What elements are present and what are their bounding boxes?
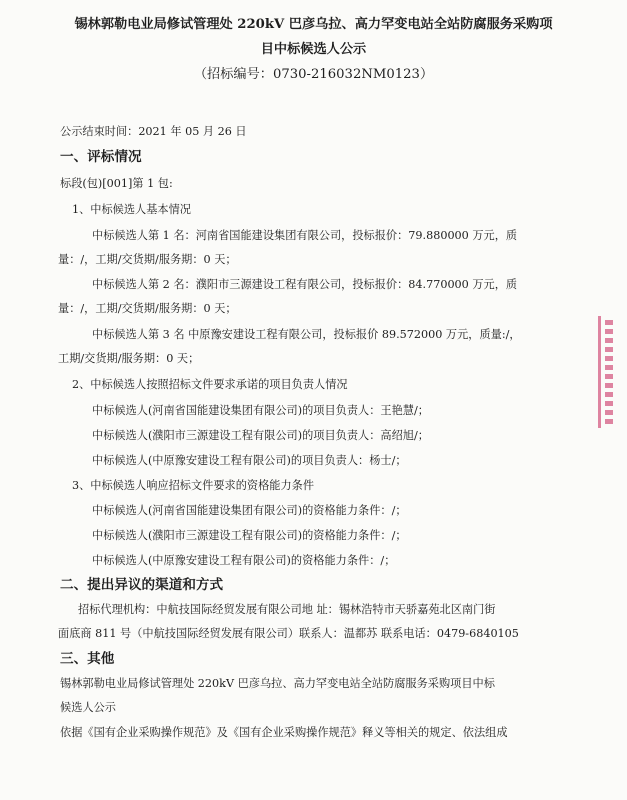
responsible-person-2: 中标候选人(濮阳市三源建设工程有限公司)的项目负责人：高绍旭/； <box>92 429 429 442</box>
candidate-1-line-a: 中标候选人第 1 名：河南省国能建设集团有限公司，投标报价：79.880000 万元，质 <box>92 229 518 242</box>
qualification-2: 中标候选人(濮阳市三源建设工程有限公司)的资格能力条件：/； <box>92 529 407 542</box>
candidate-2-line-b: 量：/，工期/交货期/服务期：0 天； <box>58 302 237 315</box>
other-line-2: 候选人公示 <box>60 701 116 714</box>
responsible-person-1: 中标候选人(河南省国能建设集团有限公司)的项目负责人：王艳慧/； <box>92 404 429 417</box>
tender-number: （招标编号：0730-216032NM0123） <box>193 67 434 82</box>
subsection-3-heading: 3、中标候选人响应招标文件要求的资格能力条件 <box>72 479 315 492</box>
candidate-1-line-b: 量：/，工期/交货期/服务期：0 天； <box>58 253 237 266</box>
objection-line-2: 面底商 811 号（中航技国际经贸发展有限公司）联系人：温都苏 联系电话：0479-6840105 <box>58 627 519 640</box>
subsection-2-heading: 2、中标候选人按照招标文件要求承诺的项目负责人情况 <box>72 378 348 391</box>
other-line-1: 锡林郭勒电业局修试管理处 220kV 巴彦乌拉、高力罕变电站全站防腐服务采购项目中标 <box>60 677 495 690</box>
candidate-2-line-a: 中标候选人第 2 名：濮阳市三源建设工程有限公司，投标报价：84.770000 万元，质 <box>92 278 518 291</box>
title-line-1: 锡林郭勒电业局修试管理处 220kV 巴彦乌拉、高力罕变电站全站防腐服务采购项 <box>74 17 553 32</box>
objection-line-1: 招标代理机构：中航技国际经贸发展有限公司地 址：锡林浩特市天骄嘉苑北区南门街 <box>78 603 496 616</box>
responsible-person-3: 中标候选人(中原豫安建设工程有限公司)的项目负责人：杨士/； <box>92 454 407 467</box>
qualification-3: 中标候选人(中原豫安建设工程有限公司)的资格能力条件：/； <box>92 554 396 567</box>
section-2-heading: 二、提出异议的渠道和方式 <box>60 577 224 593</box>
qualification-1: 中标候选人(河南省国能建设集团有限公司)的资格能力条件：/； <box>92 504 407 517</box>
package-label: 标段(包)[001]第 1 包: <box>60 177 173 190</box>
subsection-1-heading: 1、中标候选人基本情况 <box>72 203 191 216</box>
other-line-3: 依据《国有企业采购操作规范》及《国有企业采购操作规范》释义等相关的规定、依法组成 <box>60 726 508 739</box>
candidate-3-line-b: 工期/交货期/服务期：0 天； <box>58 352 200 365</box>
title-line-2: 目中标候选人公示 <box>260 42 367 57</box>
seal-stamp-fragment <box>598 316 617 428</box>
section-1-heading: 一、评标情况 <box>60 149 142 165</box>
section-3-heading: 三、其他 <box>60 651 115 667</box>
candidate-3-line-a: 中标候选人第 3 名 中原豫安建设工程有限公司，投标报价 89.572000 万元，质量:/， <box>92 328 521 341</box>
end-time: 公示结束时间：2021 年 05 月 26 日 <box>60 125 247 138</box>
